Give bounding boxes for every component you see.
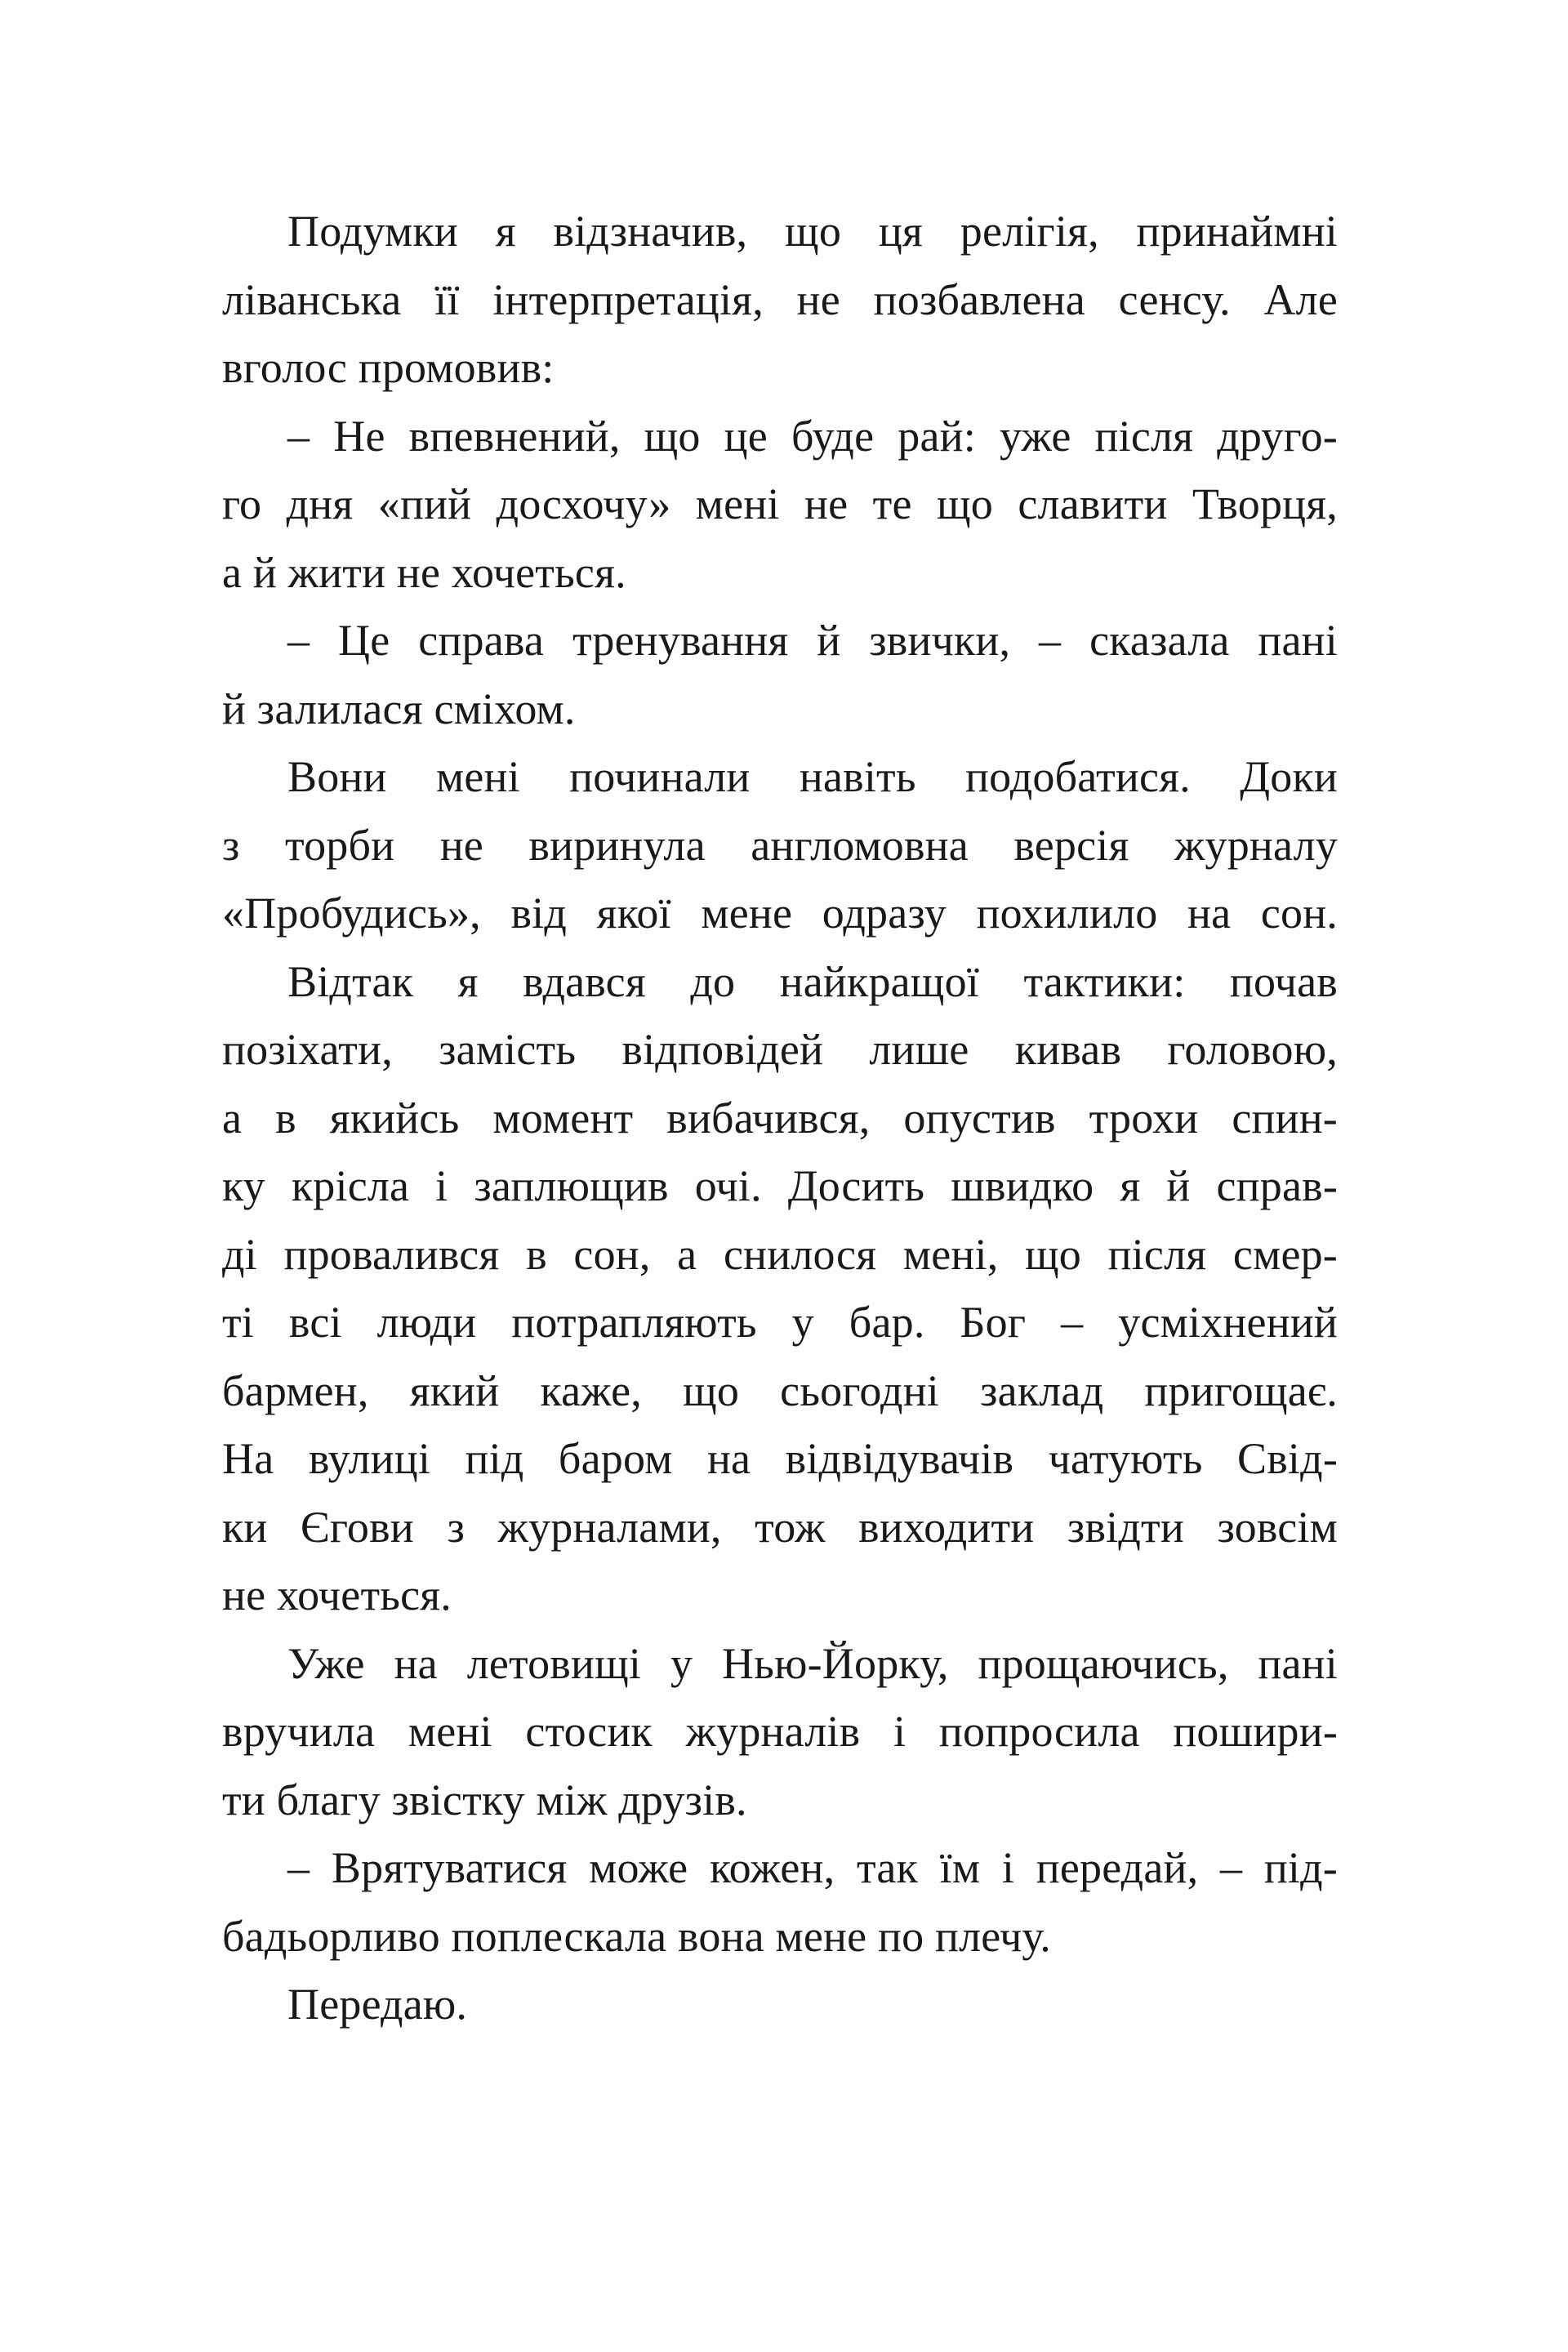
text-line-13: позіхати, замість відповідей лише кивав головою, — [222, 1025, 1338, 1074]
text-line-11: «Пробудись», від якої мене одразу похилило на сон. — [222, 889, 1338, 938]
text-line-12: Відтак я вдався до найкращої тактики: почав — [287, 956, 1338, 1006]
text-line-23: вручила мені стосик журналів і попросила пошири- — [222, 1707, 1338, 1756]
text-line-17: ті всі люди потрапляють у бар. Бог – усміхнений — [222, 1298, 1338, 1347]
text-line-26: бадьорливо поплескала вона мене по плечу. — [222, 1911, 1051, 1961]
text-line-20: ки Єгови з журналами, тож виходити звідти зовсім — [222, 1502, 1338, 1552]
text-line-1: Подумки я відзначив, що ця релігія, принаймні — [287, 207, 1338, 256]
text-line-18: бармен, який каже, що сьогодні заклад пригощає. — [222, 1365, 1338, 1415]
text-line-9: Вони мені починали навіть подобатися. Доки — [287, 752, 1338, 801]
page-text — [222, 198, 1338, 2039]
text-line-16: ді провалився в сон, а снилося мені, що після смер- — [222, 1229, 1338, 1279]
text-line-21: не хочеться. — [222, 1570, 452, 1619]
text-line-2: ліванська її інтерпретація, не позбавлена сенсу. Але — [222, 274, 1338, 324]
text-line-5: го дня «пий досхочу» мені не те що славити Творця, — [222, 479, 1338, 528]
text-line-7: – Це справа тренування й звички, – сказала пані — [287, 616, 1338, 665]
text-line-27: Передаю. — [287, 1980, 468, 2029]
text-line-24: ти благу звістку між друзів. — [222, 1775, 747, 1824]
text-line-3: вголос промовив: — [222, 343, 555, 392]
text-line-6: а й жити не хочеться. — [222, 547, 626, 597]
text-line-19: На вулиці під баром на відвідувачів чатують Свід- — [222, 1434, 1338, 1483]
text-line-14: а в якийсь момент вибачився, опустив трохи спин- — [222, 1093, 1338, 1143]
text-line-15: ку крісла і заплющив очі. Досить швидко я й справ- — [222, 1161, 1338, 1210]
text-line-10: з торби не виринула англомовна версія журналу — [222, 820, 1338, 870]
text-line-4: – Не впевнений, що це буде рай: уже після друго- — [287, 411, 1338, 461]
text-line-25: – Врятуватися може кожен, так їм і передай, – під- — [287, 1843, 1338, 1892]
text-line-22: Уже на летовищі у Нью-Йорку, прощаючись, пані — [287, 1638, 1338, 1688]
text-line-8: й залилася сміхом. — [222, 684, 576, 733]
